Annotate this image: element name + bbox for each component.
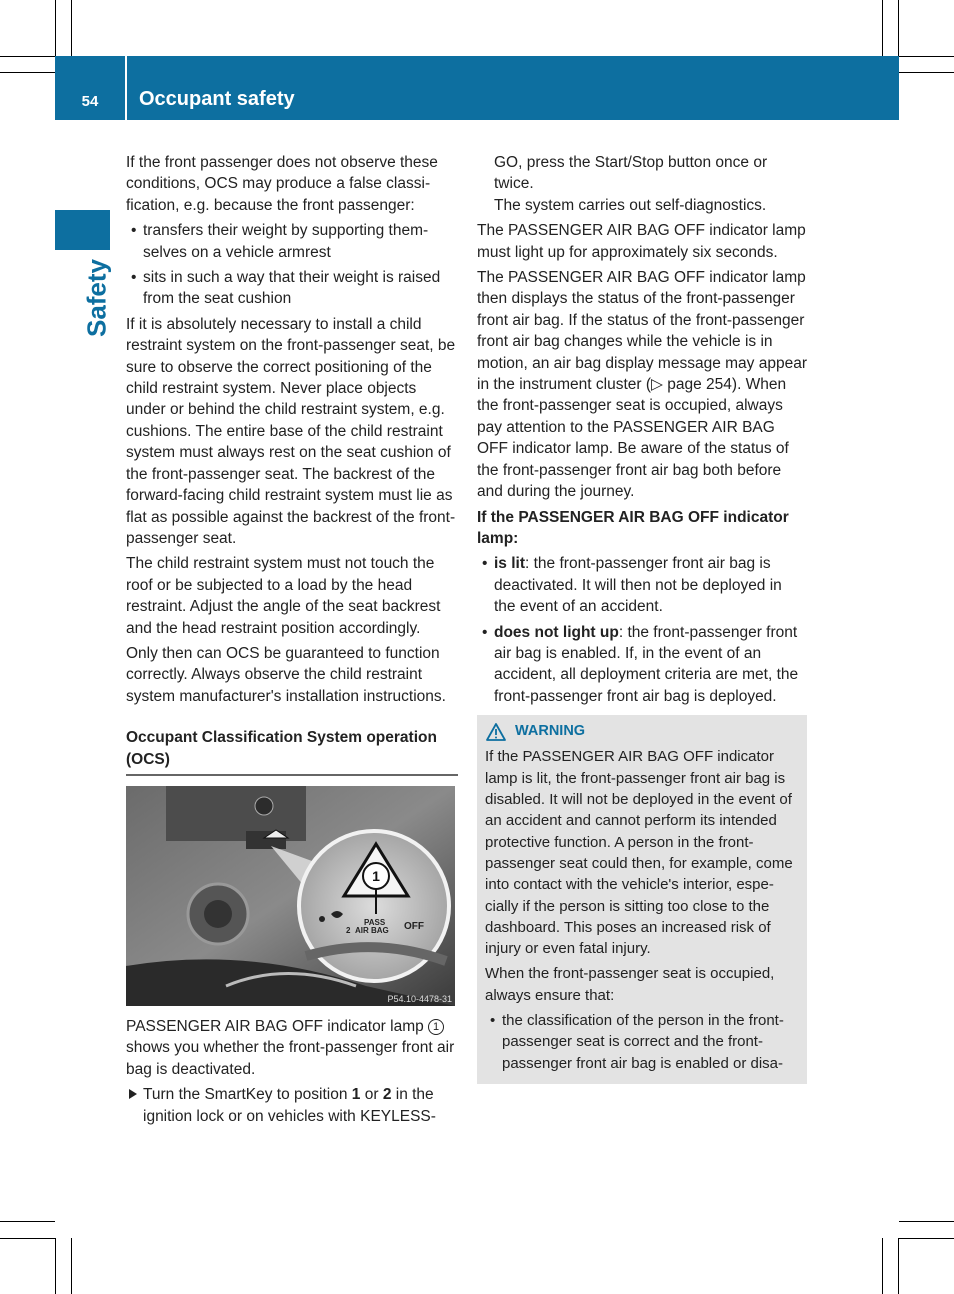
list-item: [477, 622, 807, 708]
crop-mark: [899, 1238, 954, 1239]
list-item: [477, 553, 807, 617]
crop-mark: [899, 72, 954, 73]
step-position: 2: [382, 1086, 392, 1104]
status-list: [477, 553, 807, 707]
paragraph: Only then can OCS be guaranteed to function correctly. Always observe the child restraint system manufacturer's installation instructions.: [126, 644, 446, 705]
heading-rule: [126, 774, 458, 776]
subheading: If the PASSENGER AIR BAG OFF indicator lamp:: [477, 508, 789, 547]
step-position: 1: [351, 1086, 361, 1104]
list-item: • sits in such a way that their weight is raised from the seat cushion: [126, 267, 458, 310]
paragraph: [477, 267, 807, 502]
figure-code: P54.10-4478-31: [387, 993, 452, 1004]
item-text: : the front-passenger front air bag is deactivated. It will then not be deployed in the event of an accident.: [494, 555, 782, 616]
step-text: Turn the SmartKey to position: [143, 1086, 352, 1104]
warning-text: If the PASSENGER AIR BAG OFF indicator lamp is lit, the front-passenger front air bag is disabled. It will not be deployed in the event of an accident and cannot perform its intended protective function. A person in the front-passenger seat could then, for example, come into contact with the vehicle's interior, especially if the person is sitting too close to the dashboard. This poses an increased risk of injury or even fatal injury.: [485, 748, 793, 958]
figure-label-airbag: AIR BAG: [355, 925, 389, 935]
crop-mark: [71, 1238, 72, 1294]
crop-mark: [0, 72, 55, 73]
step-text: in the ignition lock or on vehicles with KEYLESS-: [143, 1086, 436, 1125]
caption-text: PASSENGER AIR BAG OFF indicator lamp: [126, 1017, 424, 1035]
instruction-step: [126, 1084, 458, 1127]
paragraph: The PASSENGER AIR BAG OFF indicator lamp must light up for approximately six seconds.: [477, 222, 806, 261]
warning-box: [477, 715, 807, 1084]
paragraph: The child restraint system must not touch the roof or be subjected to a load by the head restraint. Adjust the angle of the seat backrest and the head restraint position accordingly.: [126, 555, 441, 637]
crop-mark: [882, 0, 883, 56]
figure-label-2: 2: [346, 925, 351, 935]
figure-label-pass: PASS: [364, 917, 386, 927]
bullet-list: [126, 220, 458, 310]
crop-mark: [899, 1221, 954, 1222]
warning-title: WARNING: [515, 723, 586, 740]
step-result: The system carries out self-diagnostics.: [494, 196, 767, 214]
crop-mark: [55, 0, 56, 56]
page-number: 54: [81, 93, 99, 110]
step-text: or: [360, 1086, 383, 1104]
crop-mark: [0, 1238, 55, 1239]
right-column: [477, 152, 807, 1084]
paragraph-text: ). When the front-passenger seat is occupied, always pay attention to the PASSENGER AIR BAG OFF indicator lamp. Be aware of the status of the front-passenger front air bag both before and during the journey.: [477, 376, 789, 501]
list-item: • transfers their weight by supporting themselves on a vehicle armrest: [126, 220, 458, 263]
crop-mark: [0, 1221, 55, 1222]
header-divider: [125, 56, 127, 120]
warning-text: When the front-passenger seat is occupied, always ensure that:: [485, 965, 775, 1004]
item-term: does not light up: [494, 623, 619, 641]
paragraph: If it is absolutely necessary to install a child restraint system on the front-passenger seat, be sure to observe the correct positioning of the child restraint system. Never place objects under or behind the child restraint system, e.g. cushions. The entire base of the child restraint system must always rest on the seat cushion of the front-passenger seat. The backrest of the forward-facing child restraint system must lie as flat as possible against the backrest of the front-passenger seat.: [126, 315, 456, 547]
left-column: [126, 152, 458, 1131]
caption-text: shows you whether the front-passenger front air bag is deactivated.: [126, 1039, 455, 1078]
section-heading: Occupant Classification System operation (OCS): [126, 729, 437, 768]
paragraph-text: The PASSENGER AIR BAG OFF indicator lamp then displays the status of the front-passenger front air bag. If the status of the front-passenger front air bag changes while the vehicle is in motion, an air bag display message may appear in the instrument cluster (: [477, 269, 807, 394]
page-reference-link[interactable]: ▷ page 254: [651, 376, 732, 394]
ocs-indicator-photo: [126, 786, 455, 1006]
page-header: [55, 56, 899, 120]
item-term: is lit: [494, 555, 526, 573]
figure-label-off: OFF: [404, 920, 424, 932]
page-title: Occupant safety: [139, 88, 295, 110]
step-continuation: GO, press the Start/Stop button once or twice.: [494, 154, 768, 193]
crop-mark: [71, 0, 72, 56]
crop-mark: [0, 56, 55, 57]
callout-marker: 1: [428, 1019, 444, 1035]
warning-list: [485, 1010, 799, 1074]
paragraph: If the front passenger does not observe these conditions, OCS may produce a false classification, e.g. because the front passenger:: [126, 154, 438, 214]
figure-caption: [126, 1016, 458, 1080]
crop-mark: [898, 1238, 899, 1294]
item-text: : the front-passenger front air bag is enabled. If, in the event of an accident, all deployment criteria are met, the front-passenger front air bag is deployed.: [494, 623, 799, 705]
crop-mark: [899, 56, 954, 57]
crop-mark: [898, 0, 899, 56]
warning-triangle-icon: [485, 722, 507, 742]
crop-mark: [882, 1238, 883, 1294]
warning-header: [485, 721, 799, 742]
chapter-tab: [55, 210, 110, 250]
instruction-list: [126, 1084, 458, 1127]
figure-callout: 1: [372, 867, 380, 884]
chapter-label: Safety: [81, 258, 112, 338]
list-item: • the classification of the person in the front-passenger seat is correct and the front-passenger front air bag is enabled or disa-: [485, 1010, 799, 1074]
crop-mark: [55, 1238, 56, 1294]
